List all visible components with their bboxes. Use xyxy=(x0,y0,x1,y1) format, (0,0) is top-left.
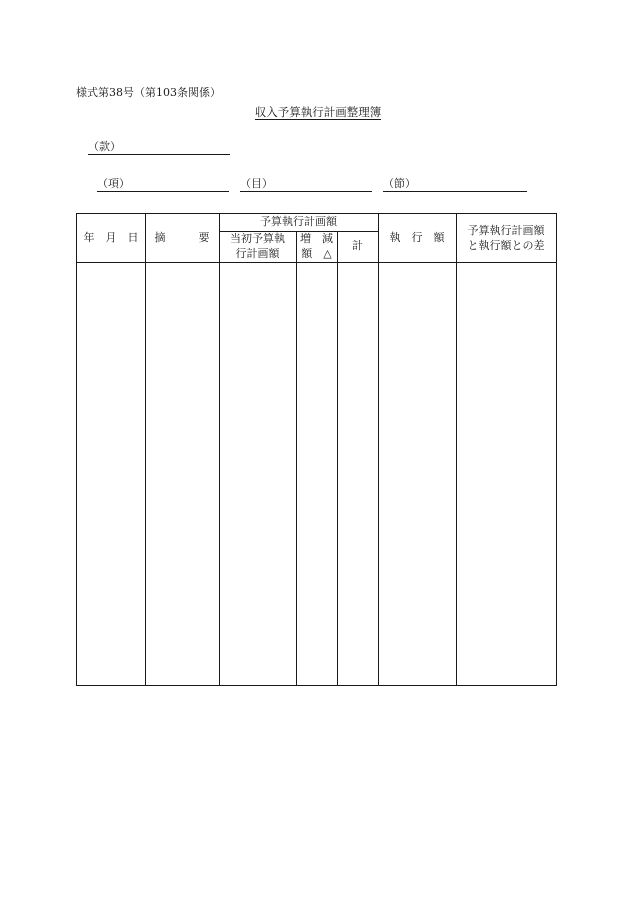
header-executed: 執 行 額 xyxy=(389,231,445,244)
header-diff-line1: 予算執行計画額 xyxy=(467,224,545,237)
header-diff-line2: と執行額との差 xyxy=(467,239,545,252)
ledger-table xyxy=(76,213,557,686)
header-summary: 摘 要 xyxy=(154,231,210,244)
kan-field[interactable]: （款） xyxy=(88,140,230,155)
header-plan-group: 予算執行計画額 xyxy=(260,215,337,228)
setsu-field[interactable]: （節） xyxy=(383,177,527,192)
moku-field[interactable]: （目） xyxy=(240,177,372,192)
header-initial-line2: 行計画額 xyxy=(235,247,280,260)
header-total: 計 xyxy=(352,239,363,252)
col-divider xyxy=(145,214,146,685)
header-change-line1: 増 減 xyxy=(300,232,333,245)
page-title: 収入予算執行計画整理簿 xyxy=(254,105,382,119)
col-divider xyxy=(378,214,379,685)
header-initial-line1: 当初予算執 xyxy=(230,232,285,245)
header-date: 年 月 日 xyxy=(83,231,139,244)
page-title-wrap xyxy=(0,104,630,120)
form-number: 様式第38号（第103条関係） xyxy=(76,86,221,99)
col-divider xyxy=(296,231,297,685)
col-divider xyxy=(456,214,457,685)
kou-field[interactable]: （項） xyxy=(97,177,229,192)
col-divider xyxy=(219,214,220,685)
header-bottom-line xyxy=(77,262,556,263)
header-change-line2: 額 △ xyxy=(301,247,332,260)
col-divider xyxy=(337,231,338,685)
